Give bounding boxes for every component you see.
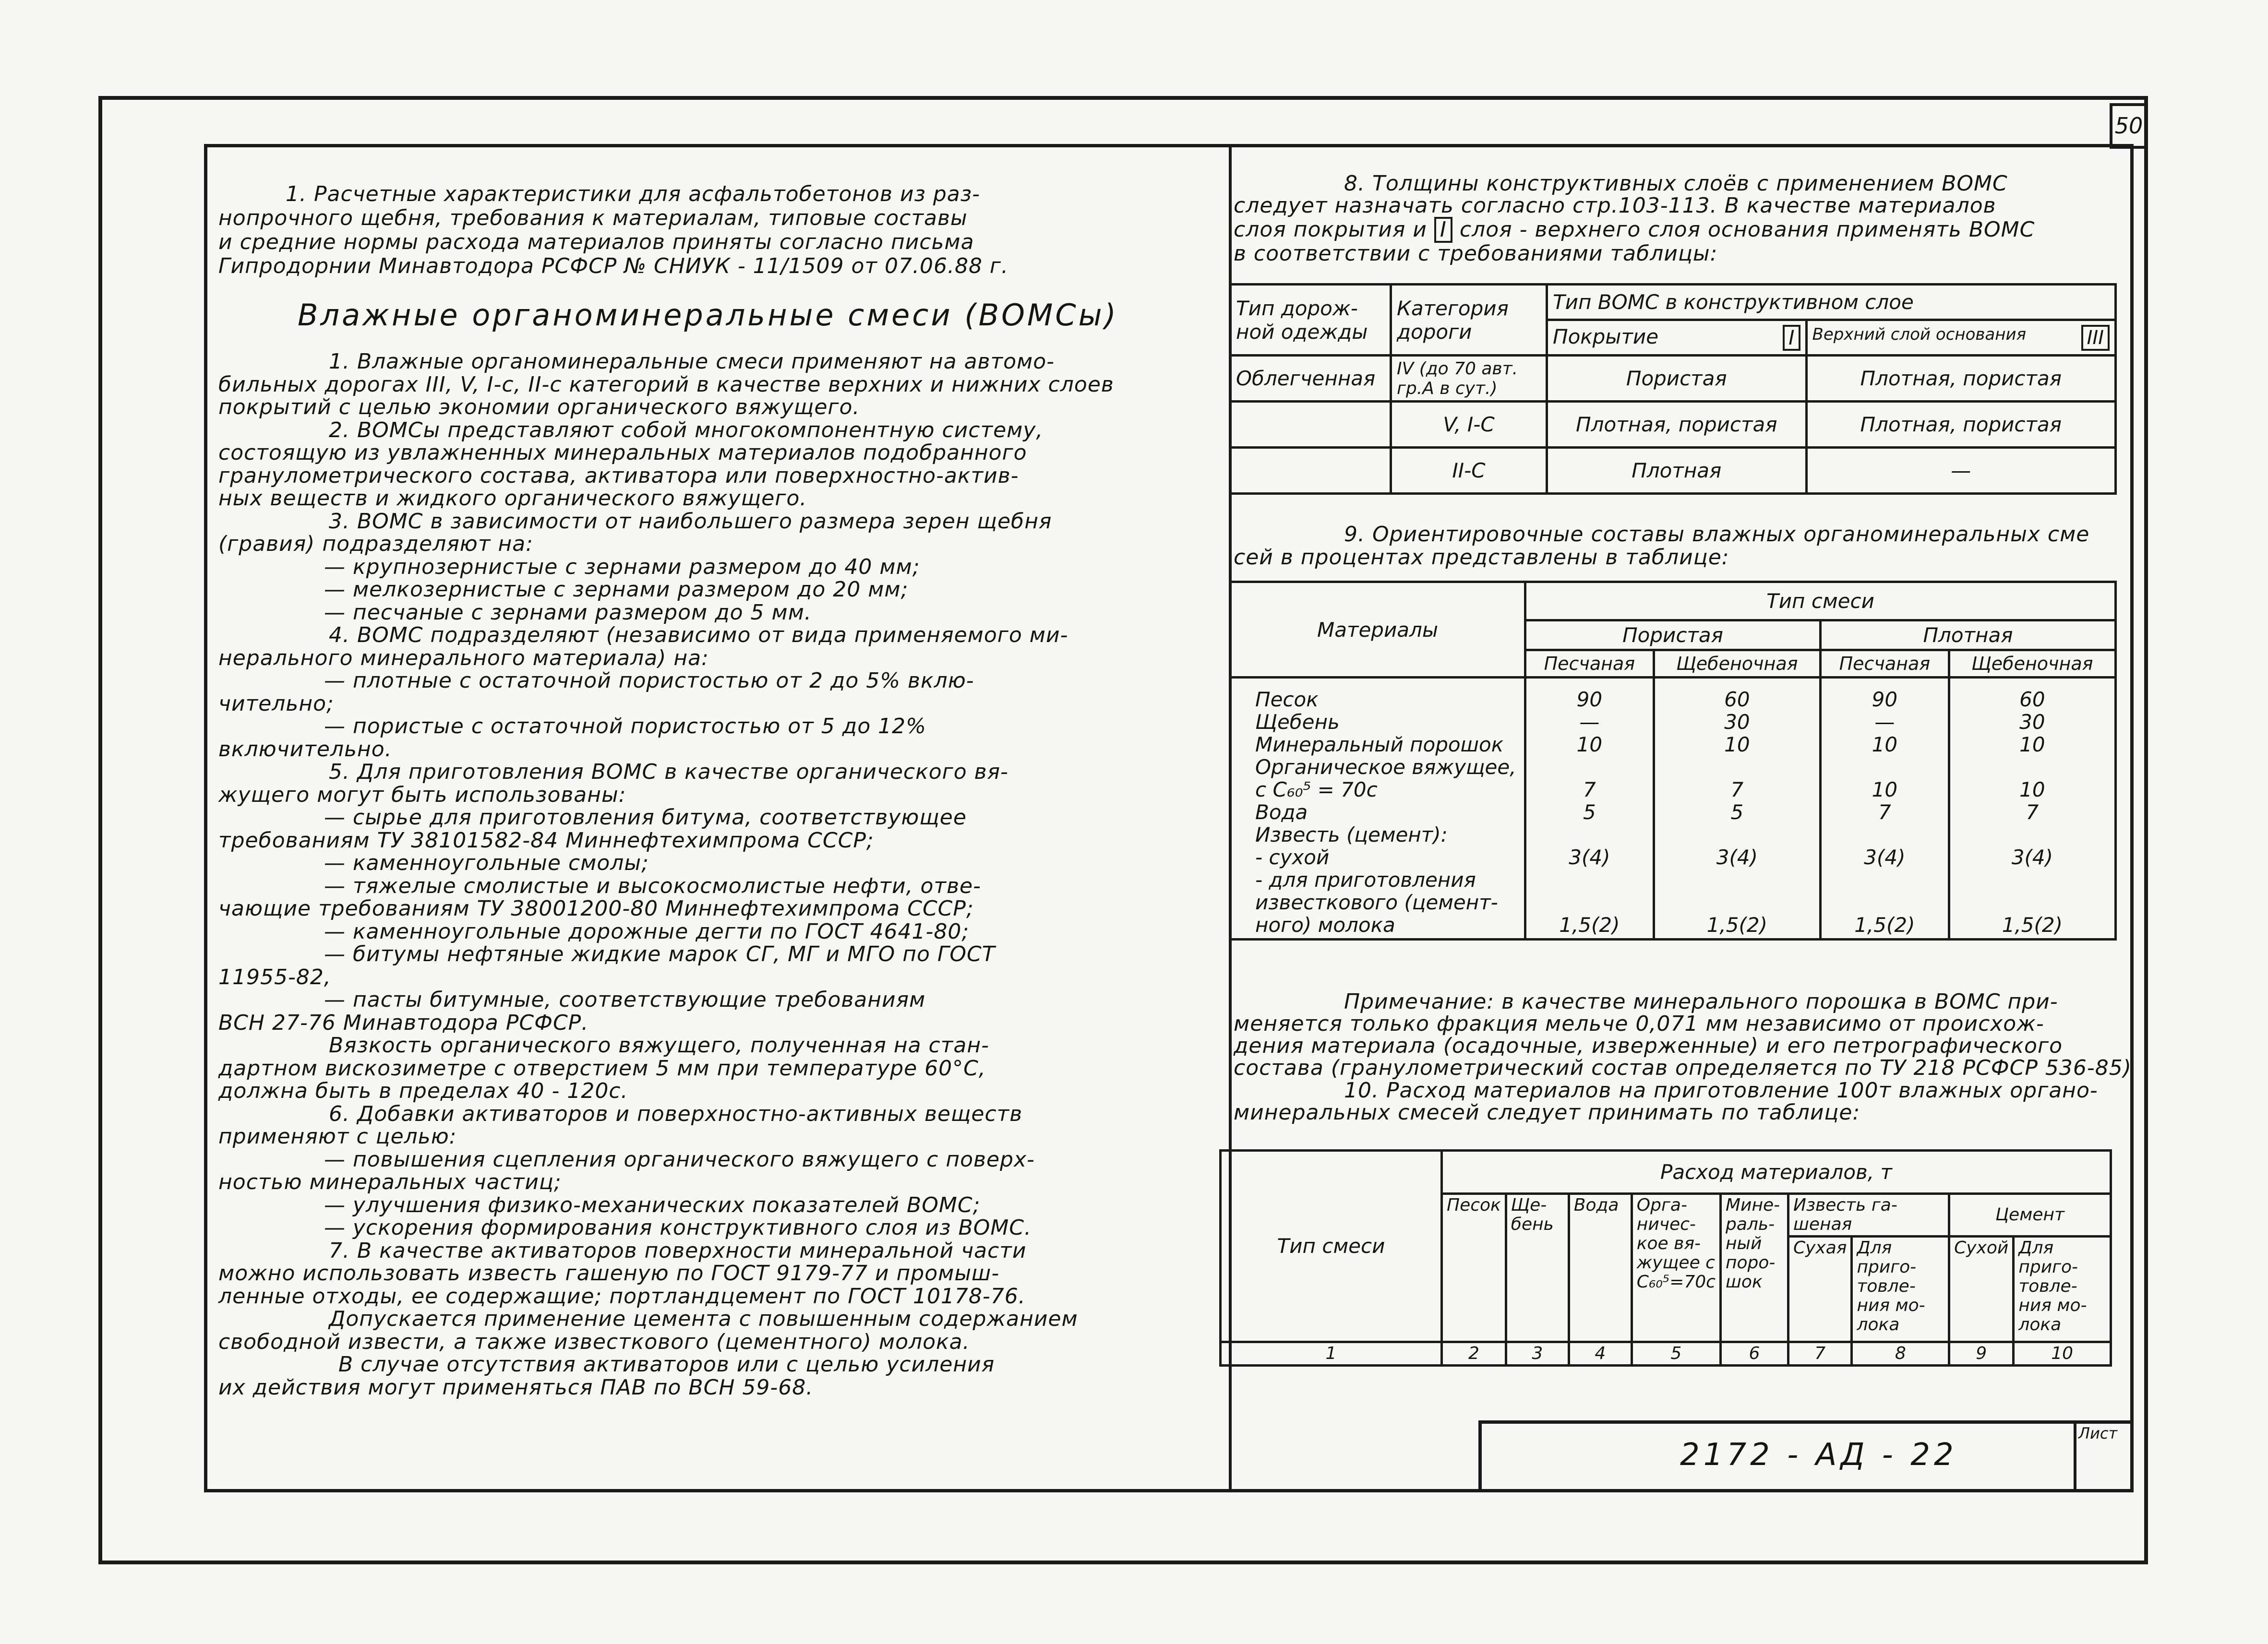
text-line: нерального минерального материала) на: — [218, 645, 709, 670]
text-fragment: слоя покрытия и — [1234, 217, 1427, 242]
text-line: 7. В качестве активаторов поверхности минеральной части — [329, 1238, 1027, 1263]
value: 10 — [1576, 733, 1603, 756]
col-porous-sandy — [1525, 678, 1654, 940]
paragraph-10 — [1234, 1080, 2098, 1124]
col-number: 3 — [1506, 1342, 1569, 1366]
materials-list — [1230, 678, 1525, 940]
text-line: ных веществ и жидкого органического вяжущего. — [218, 486, 807, 511]
th-lime: Известь га- шеная — [1788, 1194, 1949, 1237]
value: 3(4) — [1864, 846, 1906, 869]
intro-line: нопрочного щебня, требования к материалам, типовые составы — [218, 206, 968, 230]
value — [1660, 869, 1814, 891]
value: 60 — [2019, 688, 2045, 711]
th-road-category: Категория дороги — [1391, 285, 1547, 356]
value: 1,5(2) — [1559, 913, 1620, 937]
th-dense: Плотная — [1820, 620, 2115, 650]
text-line: ностью минеральных частиц; — [218, 1170, 562, 1194]
table-row — [1230, 356, 2116, 402]
value — [1660, 823, 1814, 846]
value — [1955, 869, 2110, 891]
col-number: 2 — [1442, 1342, 1506, 1366]
value: 10 — [2019, 733, 2045, 756]
value: 3(4) — [2011, 846, 2053, 869]
table-row — [1221, 1342, 2111, 1366]
section-heading: Влажные органоминеральные смеси (ВОМСы) — [298, 298, 1118, 333]
text-line: — пористые с остаточной пористостью от 5 до 12% — [324, 714, 926, 739]
text-line: 1. Влажные органоминеральные смеси применяют на автомо- — [329, 349, 1055, 374]
text-line: следует назначать согласно стр.103-113. В качестве материалов — [1234, 193, 1996, 218]
text-line: Вязкость органического вяжущего, полученная на стан- — [329, 1033, 989, 1058]
table-consumption — [1219, 1149, 2112, 1367]
th-crushed: Щебеночная — [1949, 650, 2115, 678]
material-item: известкового (цемент- — [1255, 891, 1498, 914]
value: 5 — [1730, 800, 1744, 824]
value: 90 — [1872, 688, 1898, 711]
text-line: требованиям ТУ 38101582-84 Миннефтехимпрома СССР; — [218, 828, 874, 853]
text-line: ВСН 27-76 Минавтодора РСФСР. — [218, 1010, 589, 1035]
text-line: чающие требованиям ТУ 38001200-80 Миннефтехимпрома СССР; — [218, 896, 974, 921]
th-materials: Материалы — [1230, 582, 1525, 678]
material-item: Вода — [1255, 800, 1308, 824]
document-code: 2172 - АД - 22 — [1680, 1437, 1957, 1473]
value: 1,5(2) — [1854, 913, 1915, 937]
text-line: — мелкозернистые с зернами размером до 20 мм; — [324, 577, 909, 602]
text-line: состава (гранулометрический состав определяется по ТУ 218 РСФСР 536-85) — [1234, 1056, 2132, 1080]
col-number: 9 — [1949, 1342, 2014, 1366]
note — [1234, 991, 2132, 1079]
table-row — [1230, 448, 2116, 494]
material-item: - для приготовления — [1255, 868, 1476, 892]
material-item: с С₆₀⁵ = 70с — [1255, 778, 1378, 801]
th-cover-label: Покрытие — [1553, 324, 1659, 348]
cell-category: V, I-C — [1391, 402, 1547, 448]
th-consumption: Расход материалов, т — [1442, 1151, 2111, 1194]
intro-paragraph — [218, 182, 1130, 278]
col-number: 8 — [1852, 1342, 1949, 1366]
text-line: жущего могут быть использованы: — [218, 782, 626, 807]
value: 10 — [1724, 733, 1750, 756]
text-line: 4. ВОМС подразделяют (независимо от вида применяемого ми- — [329, 623, 1068, 647]
table-compositions — [1229, 581, 2117, 941]
th-base — [1806, 320, 2115, 356]
th-sandy: Песчаная — [1820, 650, 1949, 678]
text-line: сей в процентах представлены в таблице: — [1234, 545, 1729, 570]
cell-category: IV (до 70 авт. гр.А в сут.) — [1391, 356, 1547, 402]
value: 90 — [1576, 688, 1603, 711]
text-line: применяют с целью: — [218, 1124, 457, 1149]
col-number: 4 — [1569, 1342, 1632, 1366]
value: 10 — [2019, 778, 2045, 801]
text-line: Допускается применение цемента с повышенным содержанием — [329, 1307, 1078, 1331]
cell-cover: Плотная, пористая — [1547, 402, 1807, 448]
value: 10 — [1872, 733, 1898, 756]
text-line: бильных дорогах III, V, I-c, II-c категорий в качестве верхних и нижних слоев — [218, 372, 1114, 397]
text-line: 2. ВОМСы представляют собой многокомпонентную систему, — [329, 417, 1044, 442]
text-line: покрытий с целью экономии органического вяжущего. — [218, 395, 860, 419]
value — [1531, 823, 1648, 846]
text-line: их действия могут применяться ПАВ по ВСН 59-68. — [218, 1375, 814, 1400]
text-line: — ускорения формирования конструктивного слоя из ВОМС. — [324, 1215, 1032, 1240]
col-number: 10 — [2014, 1342, 2111, 1366]
value: 7 — [1583, 778, 1596, 801]
text-line: — крупнозернистые с зернами размером до 40 мм; — [324, 554, 920, 579]
material-item: Минеральный порошок — [1255, 733, 1504, 756]
material-item: Органическое вяжущее, — [1255, 755, 1516, 779]
value: 1,5(2) — [1706, 913, 1767, 937]
value: 3(4) — [1716, 846, 1758, 869]
text-line — [1234, 217, 2035, 243]
value — [1826, 823, 1943, 846]
material-item: ного) молока — [1255, 913, 1395, 937]
layer-box: I — [1434, 217, 1452, 243]
cell-category: II-C — [1391, 448, 1547, 494]
text-line: включительно. — [218, 737, 392, 762]
value — [1826, 869, 1943, 891]
text-line: ленные отходы, ее содержащие; портландцемент по ГОСТ 10178-76. — [218, 1284, 1026, 1309]
base-box: III — [2081, 325, 2110, 351]
th-mix-type: Тип смеси — [1221, 1151, 1442, 1342]
th-cover — [1547, 320, 1807, 356]
intro-line: Гипродорнии Минавтодора РСФСР № СНИУК - 11/1509 от 07.06.88 г. — [218, 254, 1009, 278]
table-row — [1230, 678, 2116, 940]
col-porous-crushed — [1654, 678, 1820, 940]
value — [1531, 756, 1648, 778]
main-text — [218, 350, 1130, 1399]
col-number: 1 — [1221, 1342, 1442, 1366]
value — [1531, 891, 1648, 914]
text-line: — песчаные с зернами размером до 5 мм. — [324, 600, 812, 625]
value: 7 — [1730, 778, 1744, 801]
value: 30 — [2019, 710, 2045, 734]
cell-cover: Плотная — [1547, 448, 1807, 494]
text-line: — каменноугольные смолы; — [324, 851, 649, 875]
cell-base: Плотная, пористая — [1806, 402, 2115, 448]
text-line: — тяжелые смолистые и высокосмолистые нефти, отве- — [324, 873, 981, 898]
th-base-label: Верхний слой основания — [1812, 324, 2027, 344]
col-dense-crushed — [1949, 678, 2115, 940]
th-cement-dry: Сухой — [1949, 1237, 2014, 1342]
th-binder: Орга- ничес- кое вя- жущее с С₆₀⁵=70с — [1632, 1194, 1720, 1342]
text-line: должна быть в пределах 40 - 120с. — [218, 1079, 628, 1103]
th-porous: Пористая — [1525, 620, 1821, 650]
value — [1531, 869, 1648, 891]
material-item: - сухой — [1255, 846, 1330, 869]
th-pavement-type: Тип дорож- ной одежды — [1230, 285, 1391, 356]
table-row — [1230, 402, 2116, 448]
value: 1,5(2) — [2002, 913, 2063, 937]
th-water: Вода — [1569, 1194, 1632, 1342]
th-crushed: Щебеночная — [1654, 650, 1820, 678]
value — [1660, 891, 1814, 914]
value: — — [1579, 710, 1600, 734]
text-line: состоящую из увлажненных минеральных материалов подобранного — [218, 441, 1027, 465]
material-item: Щебень — [1255, 710, 1340, 734]
text-line: 6. Добавки активаторов и поверхностно-активных веществ — [329, 1101, 1023, 1126]
th-lime-dry: Сухая — [1788, 1237, 1851, 1342]
text-line: чительно; — [218, 691, 334, 716]
value: 3(4) — [1569, 846, 1610, 869]
text-line: дения материала (осадочные, изверженные) и его петрографического — [1234, 1034, 2063, 1058]
text-line: в соответствии с требованиями таблицы: — [1234, 241, 1718, 266]
col-number: 6 — [1720, 1342, 1788, 1366]
th-powder: Мине- раль- ный поро- шок — [1720, 1194, 1788, 1342]
text-line: — битумы нефтяные жидкие марок СГ, МГ и МГО по ГОСТ — [324, 942, 996, 966]
paragraph-9 — [1234, 523, 2089, 569]
text-line: 11955-82, — [218, 965, 331, 989]
cell-base: Плотная, пористая — [1806, 356, 2115, 402]
title-block-sheet-label: Лист — [2078, 1424, 2118, 1442]
text-line: 8. Толщины конструктивных слоёв с применением ВОМС — [1344, 171, 2008, 196]
value: — — [1874, 710, 1895, 734]
cover-box: I — [1783, 325, 1800, 351]
value — [1955, 756, 2110, 778]
text-line: — пасты битумные, соответствующие требованиям — [324, 988, 926, 1012]
value: 5 — [1583, 800, 1596, 824]
text-line: 5. Для приготовления ВОМС в качестве органического вя- — [329, 760, 1008, 784]
cell-base: — — [1806, 448, 2115, 494]
value — [1826, 756, 1943, 778]
text-line: — улучшения физико-механических показателей ВОМС; — [324, 1192, 981, 1217]
paragraph-8 — [1234, 173, 2035, 265]
table-layer-types — [1229, 283, 2117, 495]
text-fragment: слоя - верхнего слоя основания применять ВОМС — [1459, 217, 2035, 242]
text-line: (гравия) подразделяют на: — [218, 532, 534, 556]
text-line: 10. Расход материалов на приготовление 100т влажных органо- — [1344, 1078, 2098, 1103]
col-dense-sandy — [1820, 678, 1949, 940]
col-number: 7 — [1788, 1342, 1851, 1366]
text-line: Примечание: в качестве минерального порошка в ВОМС при- — [1344, 989, 2058, 1014]
text-line: 9. Ориентировочные составы влажных органоминеральных сме — [1344, 522, 2090, 547]
value — [1826, 891, 1943, 914]
th-mix-type: Тип смеси — [1525, 582, 2116, 620]
value: 30 — [1724, 710, 1750, 734]
text-line: можно использовать известь гашеную по ГОСТ 9179-77 и промыш- — [218, 1261, 1000, 1286]
th-lime-milk: Для приго- товле- ния мо- лока — [1852, 1237, 1949, 1342]
value: 10 — [1872, 778, 1898, 801]
intro-line: 1. Расчетные характеристики для асфальтобетонов из раз- — [286, 182, 981, 206]
value — [1955, 823, 2110, 846]
sheet-number: 50 — [2110, 103, 2148, 149]
cell-type: Облегченная — [1230, 356, 1391, 402]
th-voms-type: Тип ВОМС в конструктивном слое — [1547, 285, 2116, 320]
cell-type — [1230, 448, 1391, 494]
material-item: Известь (цемент): — [1255, 823, 1448, 846]
text-line: гранулометрического состава, активатора или поверхностно-актив- — [218, 463, 1019, 488]
value: 7 — [1878, 800, 1891, 824]
value: 60 — [1724, 688, 1750, 711]
text-line: — сырье для приготовления битума, соответствующее — [324, 805, 967, 830]
text-line: — плотные с остаточной пористостью от 2 до 5% вклю- — [324, 668, 974, 693]
text-line: свободной извести, а также известкового (цементного) молока. — [218, 1329, 970, 1354]
text-line: В случае отсутствия активаторов или с целью усиления — [338, 1352, 995, 1377]
th-cement: Цемент — [1949, 1194, 2111, 1237]
text-line: — повышения сцепления органического вяжущего с поверх- — [324, 1147, 1035, 1172]
text-line: 3. ВОМС в зависимости от наибольшего размера зерен щебня — [329, 509, 1052, 534]
cell-type — [1230, 402, 1391, 448]
text-line: меняется только фракция мельче 0,071 мм независимо от происхож- — [1234, 1012, 2044, 1036]
text-line: дартном вискозиметре с отверстием 5 мм при температуре 60°С, — [218, 1056, 986, 1081]
th-cement-milk: Для приго- товле- ния мо- лока — [2014, 1237, 2111, 1342]
value: 7 — [2026, 800, 2039, 824]
material-item: Песок — [1255, 688, 1319, 711]
th-sandy: Песчаная — [1525, 650, 1654, 678]
value — [1660, 756, 1814, 778]
th-gravel: Ще- бень — [1506, 1194, 1569, 1342]
cell-cover: Пористая — [1547, 356, 1807, 402]
text-line: — каменноугольные дорожные дегти по ГОСТ 4641-80; — [324, 919, 970, 944]
th-sand: Песок — [1442, 1194, 1506, 1342]
text-line: минеральных смесей следует принимать по таблице: — [1234, 1100, 1860, 1125]
value — [1955, 891, 2110, 914]
intro-line: и средние нормы расхода материалов приняты согласно письма — [218, 230, 974, 254]
col-number: 5 — [1632, 1342, 1720, 1366]
